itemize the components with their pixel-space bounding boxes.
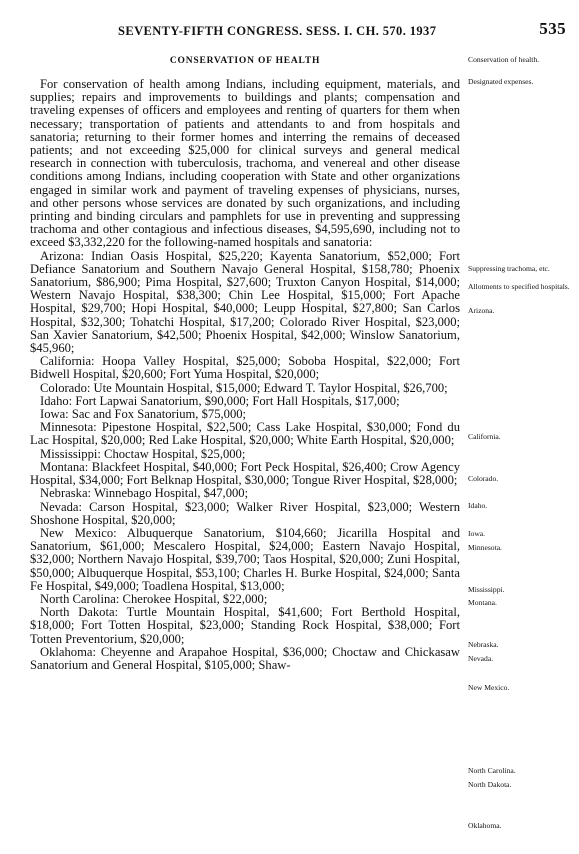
margin-note: California.: [468, 432, 501, 441]
margin-note: Suppressing trachoma, etc.: [468, 264, 550, 273]
state-name: Nevada:: [40, 499, 82, 514]
margin-note: Idaho.: [468, 501, 488, 510]
state-name: Iowa:: [40, 407, 69, 422]
margin-note: Minnesota.: [468, 543, 502, 552]
state-name: Idaho:: [40, 393, 73, 408]
margin-note: Arizona.: [468, 306, 495, 315]
state-name: Colorado:: [40, 380, 91, 395]
margin-notes: [468, 0, 576, 854]
state-name: Minnesota:: [40, 420, 97, 435]
state-name: Mississippi:: [40, 446, 101, 461]
entry-text: Choctaw Hospital, $25,000;: [100, 446, 246, 461]
state-name: Montana:: [40, 459, 89, 474]
entry-text: Pipestone Hospital, $22,500; Cass Lake Hospital, $30,000; Fond du Lac Hospital, $20,000; Red Lake Hospital, $20,000; White Earth Hospital, $20,000;: [30, 420, 460, 448]
entry-new-mexico: [30, 527, 460, 593]
entry-text: Turtle Mountain Hospital, $41,600; Fort Berthold Hospital, $18,000; Fort Totten Hospital, $23,000; Standing Rock Hospital, $38,000; Fort Totten Preventorium, $20,000;: [30, 605, 460, 646]
intro-paragraph: For conservation of health among Indians, including equipment, materials, and supplies; repairs and improvements to buildings and plants; compensation and traveling expenses of officers and employees and renting of quarters for them when necessary; transportation of patients and attendants to and from hospitals and sanatoria; returning to their former homes and interring the remains of deceased patients; and not exceeding $25,000 for clinical surveys and general medical research in connection with tuberculosis, trachoma, and venereal and other disease conditions among Indians, including cooperation with State and other organizations engaged in similar work and payment of traveling expenses of physicians, nurses, and other persons whose services are donated by such organizations, and including printing and binding circulars and pamphlets for use in preventing and suppressing trachoma and other contagious and infectious diseases, $4,595,690, including not to exceed $3,332,220 for the following-named hospitals and sanatoria:: [30, 77, 460, 250]
entry-text: Fort Lapwai Sanatorium, $90,000; Fort Hall Hospitals, $17,000;: [72, 393, 400, 408]
margin-note: Montana.: [468, 598, 497, 607]
page-number: 535: [539, 19, 566, 38]
entry-text: Indian Oasis Hospital, $25,220; Kayenta Sanatorium, $52,000; Fort Defiance Sanatorium and Southern Navajo General Hospital, $158,780; Phoenix Sanatorium, $86,900; Pima Hospital, $27,600; Truxton Canyon Hospital, $14,000; Western Navajo Hospital, $38,300; Chin Lee Hospital, $15,000; Fort Apache Hospital, $29,700; Hopi Hospital, $40,000; Leupp Hospital, $27,800; San Carlos Hospital, $32,300; Tohatchi Hospital, $17,200; Colorado River Hospital, $23,000; San Xavier Sanatorium, $42,500; Phoenix Hospital, $42,000; Winslow Sanatorium, $45,960;: [30, 248, 460, 356]
margin-note: Conservation of health.: [468, 55, 540, 64]
state-name: North Carolina:: [40, 591, 120, 606]
margin-note: New Mexico.: [468, 683, 510, 692]
margin-note: Mississippi.: [468, 585, 505, 594]
entry-text: Hoopa Valley Hospital, $25,000; Soboba Hospital, $22,000; Fort Bidwell Hospital, $20,600; Fort Yuma Hospital, $20,000;: [30, 354, 460, 382]
entry-montana: [30, 461, 460, 487]
margin-note: Iowa.: [468, 529, 486, 538]
entry-text: Blackfeet Hospital, $40,000; Fort Peck Hospital, $26,400; Crow Agency Hospital, $34,000; Fort Belknap Hospital, $30,000; Tongue River Hospital, $28,000;: [30, 459, 460, 488]
state-name: New Mexico:: [40, 525, 117, 540]
margin-note: Nevada.: [468, 654, 494, 663]
entry-text: Albuquerque Sanatorium, $104,660; Jicarilla Hospital and Sanatorium, $61,000; Mescalero Hospital, $24,000; Eastern Navajo Hospital, $32,000; Northern Navajo Hospital, $39,700; Taos Hospital, $20,000; Zuni Hospital, $50,000; Albuquerque Hospital, $53,100; Charles H. Burke Hospital, $24,000; Santa Fe Hospital, $49,000; Toadlena Hospital, $13,000;: [30, 525, 460, 593]
margin-note: Allotments to specified hospitals.: [468, 282, 570, 291]
main-text: [30, 55, 460, 672]
entry-nevada: [30, 501, 460, 527]
entry-text: Carson Hospital, $23,000; Walker River Hospital, $23,000; Western Shoshone Hospital, $20,000;: [30, 499, 460, 527]
entry-text: Winnebago Hospital, $47,000;: [91, 486, 249, 501]
state-name: Nebraska:: [40, 486, 92, 501]
state-name: Oklahoma:: [40, 644, 96, 659]
entry-california: [30, 355, 460, 381]
margin-note: Designated expenses.: [468, 77, 534, 86]
entry-oklahoma: [30, 646, 460, 672]
state-name: California:: [40, 354, 95, 369]
margin-note: Oklahoma.: [468, 821, 502, 830]
entry-text: Cherokee Hospital, $22,000;: [119, 591, 268, 606]
state-name: Arizona:: [40, 248, 85, 263]
entry-arizona: [30, 250, 460, 356]
entry-text: Cheyenne and Arapahoe Hospital, $36,000; Choctaw and Chickasaw Sanatorium and General Hospital, $105,000; Shaw-: [30, 644, 460, 672]
section-title: CONSERVATION OF HEALTH: [169, 56, 321, 66]
margin-note: Colorado.: [468, 474, 499, 483]
running-head: SEVENTY-FIFTH CONGRESS. SESS. I. CH. 570. 1937: [118, 24, 437, 38]
entry-minnesota: [30, 421, 460, 447]
margin-note: Nebraska.: [468, 640, 499, 649]
margin-note: North Carolina.: [468, 766, 516, 775]
state-name: North Dakota:: [40, 605, 119, 620]
entry-text: Sac and Fox Sanatorium, $75,000;: [68, 407, 247, 422]
margin-note: North Dakota.: [468, 780, 512, 789]
entry-text: Ute Mountain Hospital, $15,000; Edward T. Taylor Hospital, $26,700;: [90, 380, 448, 395]
entry-north-dakota: [30, 606, 460, 646]
